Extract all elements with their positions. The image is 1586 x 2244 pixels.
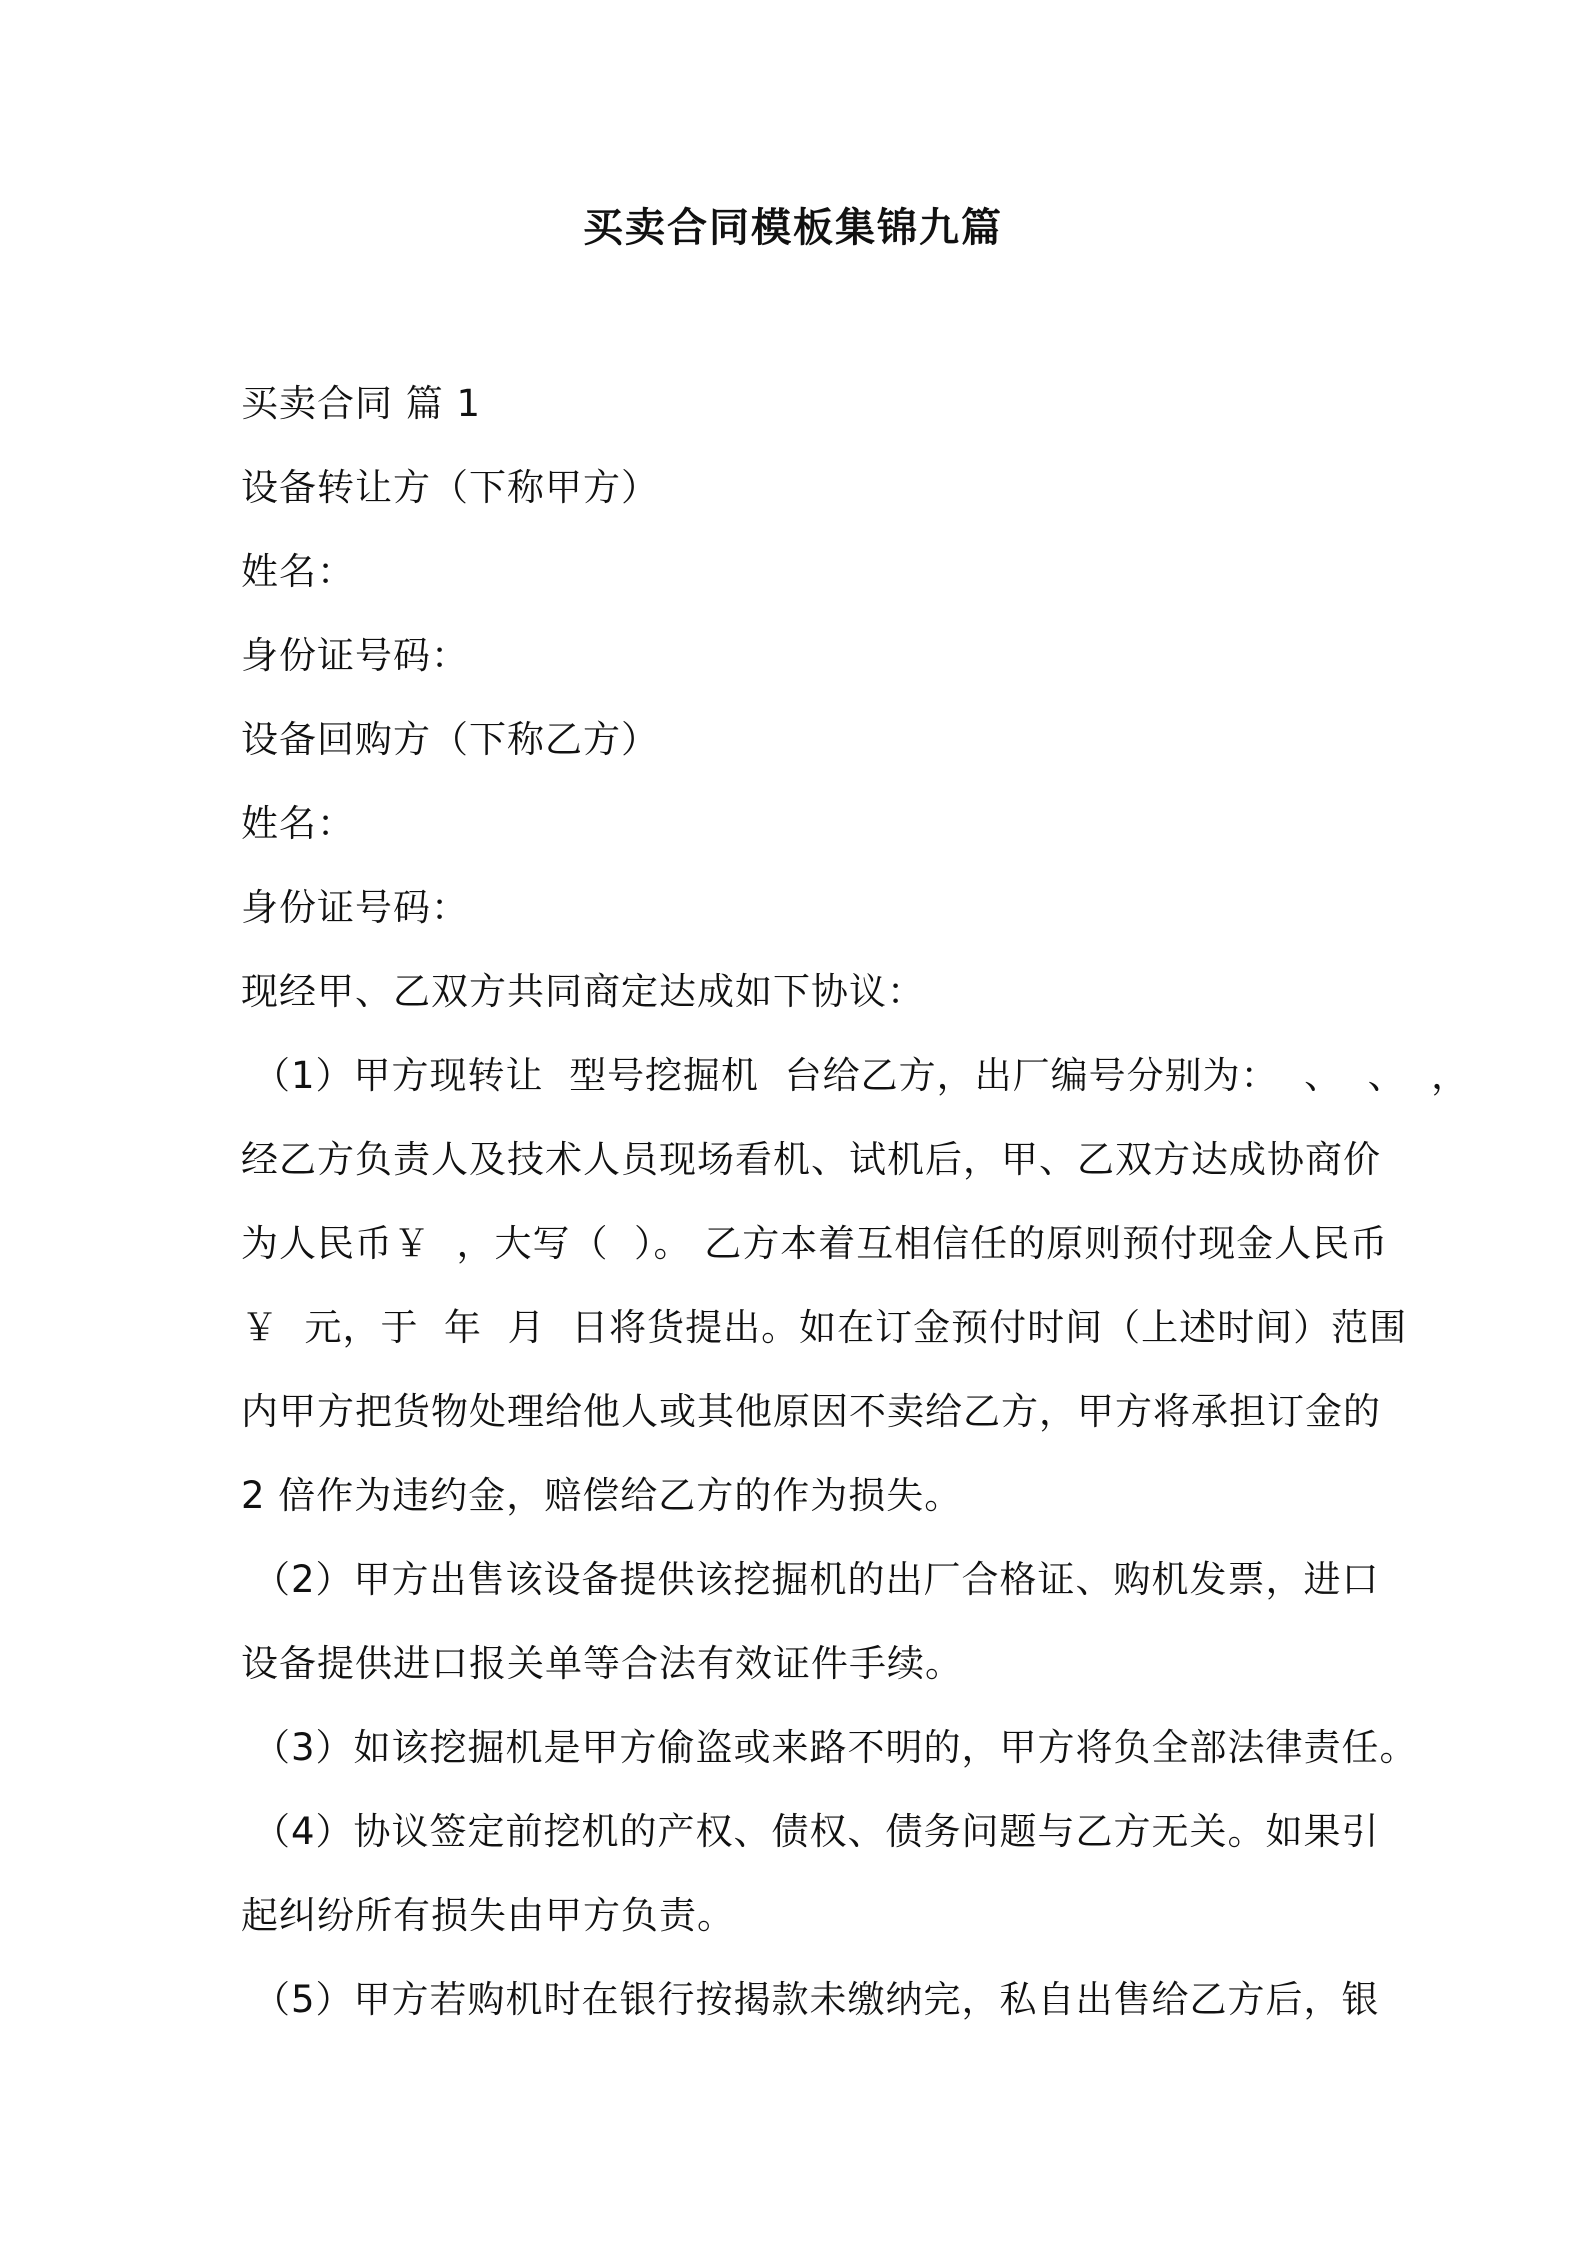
clause-1-line: 经乙方负责人及技术人员现场看机、试机后，甲、乙双方达成协商价 <box>241 1138 1381 1181</box>
document-title: 买卖合同模板集锦九篇 <box>583 205 1003 251</box>
document-body <box>241 362 1470 2042</box>
clause-1-line: 内甲方把货物处理给他人或其他原因不卖给乙方，甲方将承担订金的 <box>241 1390 1381 1433</box>
party-a-id-label: 身份证号码： <box>241 634 469 677</box>
party-a-heading: 设备转让方（下称甲方） <box>241 466 659 509</box>
clause-2-line: 设备提供进口报关单等合法有效证件手续。 <box>241 1642 963 1685</box>
party-b-heading: 设备回购方（下称乙方） <box>241 718 659 761</box>
party-b-id-label: 身份证号码： <box>241 886 469 929</box>
clause-1-line: （1）甲方现转让 型号挖掘机 台给乙方，出厂编号分别为： 、 、 ， <box>253 1054 1470 1097</box>
clause-2-line: （2）甲方出售该设备提供该挖掘机的出厂合格证、购机发票，进口 <box>253 1558 1380 1601</box>
party-b-name-label: 姓名： <box>241 802 355 845</box>
section-heading: 买卖合同 篇 1 <box>241 382 482 425</box>
party-a-name-label: 姓名： <box>241 550 355 593</box>
clause-1-line: 2 倍作为违约金，赔偿给乙方的作为损失。 <box>241 1474 963 1517</box>
clause-5-line: （5）甲方若购机时在银行按揭款未缴纳完，私自出售给乙方后，银 <box>253 1978 1380 2021</box>
agreement-intro: 现经甲、乙双方共同商定达成如下协议： <box>241 970 925 1013</box>
clause-4-line: （4）协议签定前挖机的产权、债权、债务问题与乙方无关。如果引 <box>253 1810 1380 1853</box>
clause-1-line: 为人民币￥ ，大写（ ）。 乙方本着互相信任的原则预付现金人民币 <box>241 1222 1389 1265</box>
clause-1-line: ￥ 元，于 年 月 日将货提出。如在订金预付时间（上述时间）范围 <box>241 1306 1408 1349</box>
clause-4-line: 起纠纷所有损失由甲方负责。 <box>241 1894 735 1937</box>
clause-3-line: （3）如该挖掘机是甲方偷盗或来路不明的，甲方将负全部法律责任。 <box>253 1726 1418 1769</box>
